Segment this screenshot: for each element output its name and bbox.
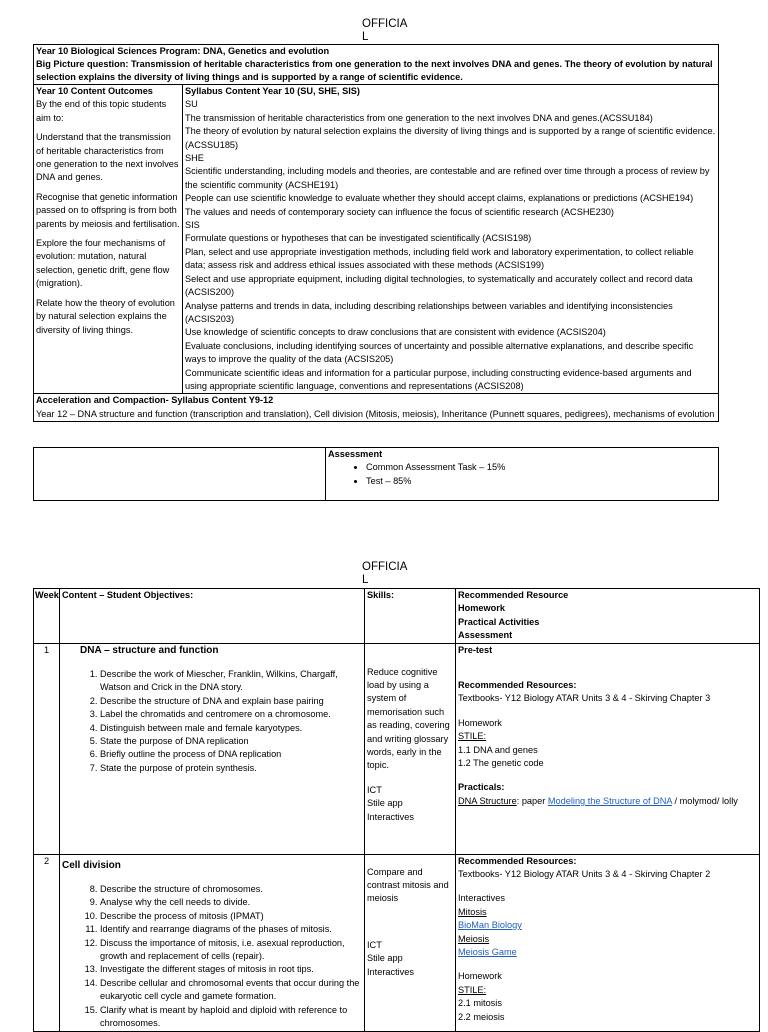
objective-item: 9. Analyse why the cell needs to divide. (100, 896, 362, 909)
official-marking-second: OFFICIA L (362, 561, 408, 586)
skills-interactives: Interactives (367, 811, 414, 822)
skills-ict: ICT (367, 939, 382, 950)
objective-item: 2. Describe the structure of DNA and explain base pairing (100, 695, 362, 708)
week-1-title: DNA – structure and function (80, 644, 219, 656)
skills-ict: ICT (367, 784, 382, 795)
week-1-objectives (62, 668, 362, 775)
textbook-text: Textbooks- Y12 Biology ATAR Units 3 & 4 - Skirving Chapter 3 (458, 693, 711, 704)
meiosis-game-link[interactable]: Meiosis Game (458, 947, 517, 958)
stile-item: 1.2 The genetic code (458, 758, 544, 769)
acceleration-row (34, 394, 719, 422)
homework-label: Homework (458, 971, 502, 982)
she-item: People can use scientific knowledge to evaluate whether they should accept claims, explanations or predictions (ACSHE194) (185, 193, 694, 204)
assessment-header: Assessment (328, 449, 383, 459)
objective-item: 7. State the purpose of protein synthesis. (100, 762, 362, 775)
big-picture-question: Big Picture question: Transmission of heritable characteristics from one generation to the next involves DNA and genes. The theory of evolution by natural selection explains the diversity of living things and is supported by a range of scientific evidence. (36, 59, 713, 82)
stile-label: STILE: (458, 984, 487, 995)
she-item: The values and needs of contemporary society can influence the focus of scientific research (ACSHE230) (185, 206, 614, 217)
assessment-item: • Test – 85% (366, 475, 716, 488)
content-outcomes-cell (34, 85, 183, 394)
she-label: SHE (185, 153, 204, 164)
content-header: Content – Student Objectives: (60, 589, 365, 644)
week-1-skills (365, 643, 456, 854)
sis-item: Evaluate conclusions, including identifying sources of uncertainty and possible alternative explanations, and describe specific ways to improve the quality of the data (ACSIS205) (185, 340, 694, 365)
week-number: 1 (34, 643, 60, 854)
objective-item: 1. Describe the work of Miescher, Franklin, Wilkins, Chargaff, Watson and Crick in the DNA story. (100, 668, 362, 695)
objective-item: 3. Label the chromatids and centromere on a chromosome. (100, 708, 362, 721)
objective-item: 11. Identify and rearrange diagrams of the phases of mitosis. (100, 923, 362, 936)
she-item: Scientific understanding, including models and theories, are contestable and are refined over time through a process of review by the scientific community (ACSHE191) (185, 166, 710, 190)
objective-item: 15. Clarify what is meant by haploid and diploid with reference to chromosomes. (100, 1004, 362, 1031)
outcomes-header: Year 10 Content Outcomes (36, 86, 153, 96)
bioman-link[interactable]: BioMan Biology (458, 920, 522, 931)
practical-item: DNA Structure: paper Modeling the Structure of DNA / molymod/ lolly (458, 795, 738, 806)
assessment-table (33, 447, 719, 501)
meiosis-label: Meiosis (458, 933, 490, 944)
objective-item: 10. Describe the process of mitosis (IPMAT) (100, 910, 362, 923)
stile-item: 2.1 mitosis (458, 998, 502, 1009)
sis-label: SIS (185, 220, 200, 231)
sis-item: Communicate scientific ideas and information for a particular purpose, including constructing evidence-based arguments and using appropriate scientific language, conventions and representations (ACSIS208) (185, 367, 692, 391)
objective-item: 13. Investigate the different stages of mitosis in root tips. (100, 963, 362, 976)
su-label: SU (185, 99, 198, 110)
week-1-resources (456, 643, 760, 854)
acceleration-header: Acceleration and Compaction- Syllabus Content Y9-12 (36, 395, 274, 406)
resources-header: Recommended Resource Homework Practical Activities Assessment (456, 589, 760, 644)
outcomes-syllabus-row (34, 85, 719, 394)
week-row-1 (34, 643, 760, 854)
sis-item: Use knowledge of scientific concepts to draw conclusions that are consistent with evidence (ACSIS204) (185, 327, 606, 338)
outcome-item: Recognise that genetic information passed on to offspring is from both parents by meiosis and fertilisation. (36, 191, 180, 229)
stile-item: 2.2 meiosis (458, 1011, 505, 1022)
su-item: The theory of evolution by natural selection explains the diversity of living things and is supported by a range of scientific evidence.(ACSSU185) (185, 126, 716, 150)
week-2-skills (365, 854, 456, 1031)
outcome-item: Understand that the transmission of heritable characteristics from one generation to the next involves DNA and genes. (36, 132, 179, 183)
week-2-objectives (62, 883, 362, 1030)
skills-text: Compare and contrast mitosis and meiosis (367, 866, 449, 904)
pretest-label: Pre-test (458, 644, 493, 655)
skills-stile: Stile app (367, 798, 403, 809)
week-1-content (60, 643, 365, 854)
objective-item: 4. Distinguish between male and female karyotypes. (100, 722, 362, 735)
mitosis-label: Mitosis (458, 906, 487, 917)
objective-item: 6. Briefly outline the process of DNA replication (100, 748, 362, 761)
outcomes-intro: By the end of this topic students aim to: (36, 99, 167, 123)
outcome-item: Relate how the theory of evolution by natural selection explains the diversity of living things. (36, 297, 175, 335)
skills-text: Reduce cognitive load by using a system of memorisation such as reading, covering and writing glossary words, early in the topic. (367, 666, 450, 771)
practicals-label: Practicals: (458, 782, 505, 793)
objective-item: 5. State the purpose of DNA replication (100, 735, 362, 748)
assessment-item: • Common Assessment Task – 15% (366, 461, 716, 474)
sis-item: Analyse patterns and trends in data, including describing relationships between variables and identifying inconsistencies (ACSIS203) (185, 300, 673, 324)
program-overview-table (33, 44, 719, 422)
modeling-dna-link[interactable]: Modeling the Structure of DNA (547, 795, 672, 806)
stile-item: 1.1 DNA and genes (458, 744, 538, 755)
official-marking-top: OFFICIA L (362, 18, 408, 43)
su-item: The transmission of heritable characteristics from one generation to the next involves DNA and genes.(ACSSU184) (185, 112, 653, 123)
skills-interactives: Interactives (367, 966, 414, 977)
syllabus-header: Syllabus Content Year 10 (SU, SHE, SIS) (185, 86, 360, 96)
skills-stile: Stile app (367, 953, 403, 964)
skills-header: Skills: (365, 589, 456, 644)
program-title-row (34, 45, 719, 85)
dna-structure-text: DNA Structure (458, 795, 517, 806)
weekly-plan-table (33, 588, 760, 1032)
recommended-resources-label: Recommended Resources: (458, 680, 577, 691)
acceleration-text: Year 12 – DNA structure and function (transcription and translation), Cell division (Mitosis, meiosis), Inheritance (Punnett squares, pedigrees), mechanisms of evolution (36, 408, 715, 419)
week-2-resources (456, 854, 760, 1031)
objective-item: 14. Describe cellular and chromosomal events that occur during the eukaryotic cell cycle and gamete formation. (100, 977, 362, 1004)
outcome-item: Explore the four mechanisms of evolution: mutation, natural selection, genetic drift, gene flow (migration). (36, 238, 170, 289)
interactives-label: Interactives (458, 893, 505, 904)
sis-item: Select and use appropriate equipment, including digital technologies, to systematically and accurately collect and record data (ACSIS200) (185, 273, 693, 298)
week-number: 2 (34, 854, 60, 1031)
stile-label: STILE: (458, 731, 487, 742)
week-2-content (60, 854, 365, 1031)
program-title: Year 10 Biological Sciences Program: DNA, Genetics and evolution (36, 46, 330, 56)
sis-item: Plan, select and use appropriate investigation methods, including field work and laboratory experimentation, to collect reliable data; assess risk and address ethical issues associated with these methods (ACSIS199) (185, 246, 694, 271)
week-row-2 (34, 854, 760, 1031)
assessment-cell (326, 448, 719, 501)
textbook-text: Textbooks- Y12 Biology ATAR Units 3 & 4 - Skirving Chapter 2 (458, 869, 711, 880)
week-header: Week (34, 589, 60, 644)
weekly-header-row (34, 589, 760, 644)
assessment-blank-cell (34, 448, 326, 501)
homework-label: Homework (458, 717, 502, 728)
objective-item: 8. Describe the structure of chromosomes. (100, 883, 362, 896)
objective-item: 12. Discuss the importance of mitosis, i.e. asexual reproduction, growth and replacement of cells (repair). (100, 937, 362, 964)
syllabus-content-cell (183, 85, 719, 394)
sis-item: Formulate questions or hypotheses that can be investigated scientifically (ACSIS198) (185, 233, 532, 244)
recommended-resources-label: Recommended Resources: (458, 855, 577, 866)
assessment-list (328, 461, 716, 488)
week-2-title: Cell division (62, 859, 121, 871)
